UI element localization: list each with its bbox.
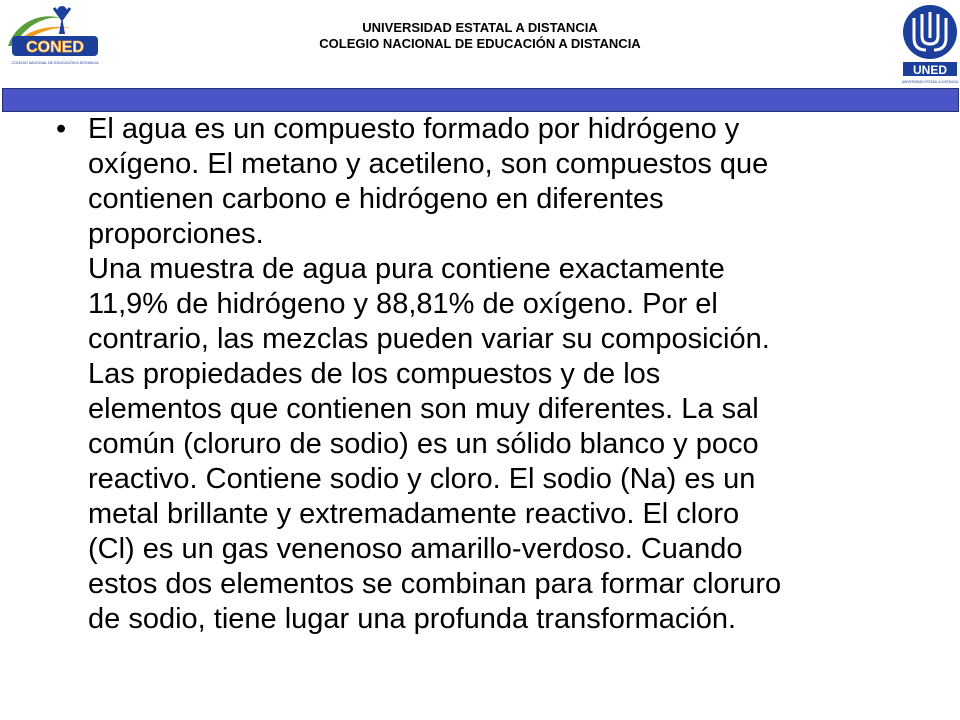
text-line: común (cloruro de sodio) es un sólido blanco y poco bbox=[88, 428, 759, 460]
bullet-icon: • bbox=[56, 113, 67, 145]
text-line: Una muestra de agua pura contiene exactamente bbox=[88, 253, 725, 285]
text-line: contrario, las mezclas pueden variar su composición. bbox=[88, 323, 770, 355]
text-line: metal brillante y extremadamente reactivo. El cloro bbox=[88, 498, 740, 530]
text-line: reactivo. Contiene sodio y cloro. El sodio (Na) es un bbox=[88, 463, 756, 495]
text-line: oxígeno. El metano y acetileno, son compuestos que bbox=[88, 148, 769, 180]
header-band bbox=[2, 88, 959, 112]
uned-logo-text: UNED bbox=[912, 63, 948, 77]
bullet-paragraph bbox=[88, 112, 946, 637]
institution-subtitle: COLEGIO NACIONAL DE EDUCACIÓN A DISTANCIA bbox=[319, 36, 641, 51]
uned-logo-subtitle: UNIVERSIDAD ESTATAL A DISTANCIA bbox=[901, 80, 959, 84]
institution-title: UNIVERSIDAD ESTATAL A DISTANCIA bbox=[362, 20, 598, 35]
slide-header bbox=[0, 0, 960, 90]
slide-content bbox=[56, 112, 946, 637]
text-line: proporciones. bbox=[88, 218, 264, 250]
uned-logo-icon bbox=[900, 2, 960, 88]
text-line: Las propiedades de los compuestos y de los bbox=[88, 358, 661, 390]
text-line: estos dos elementos se combinan para formar cloruro bbox=[88, 568, 782, 600]
text-line: (Cl) es un gas venenoso amarillo-verdoso. Cuando bbox=[88, 533, 743, 565]
coned-logo-subtitle: COLEGIO NACIONAL DE EDUCACIÓN A DISTANCIA bbox=[11, 61, 99, 65]
institution-titles bbox=[200, 20, 760, 52]
text-line: elementos que contienen son muy diferentes. La sal bbox=[88, 393, 759, 425]
text-line: contienen carbono e hidrógeno en diferentes bbox=[88, 183, 664, 215]
coned-logo-text: CONED bbox=[26, 39, 84, 56]
text-line: de sodio, tiene lugar una profunda transformación. bbox=[88, 603, 737, 635]
text-line: 11,9% de hidrógeno y 88,81% de oxígeno. Por el bbox=[88, 288, 718, 320]
coned-logo-icon bbox=[2, 2, 114, 68]
bullet-item bbox=[56, 112, 946, 637]
text-line: El agua es un compuesto formado por hidrógeno y bbox=[88, 113, 740, 145]
